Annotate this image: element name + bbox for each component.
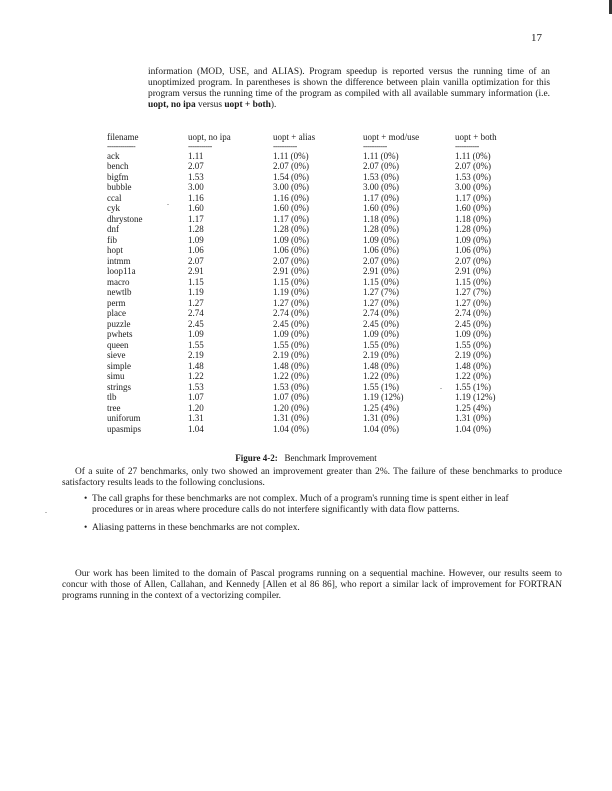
intro-text-3: ). [270,100,277,110]
cell-uopt-no-ipa: 1.15 [188,276,204,287]
cell-uopt-alias: 1.54 (0%) [273,171,309,182]
cell-uopt-mod-use: 1.06 (0%) [363,245,399,255]
cell-uopt-both: 2.07 (0%) [455,255,491,266]
cell-uopt-mod-use: 2.07 (0%) [363,161,399,171]
cell-filename: queen [107,339,129,350]
header-uopt-mod-use: uopt + mod/use [363,132,420,142]
cell-uopt-no-ipa: 1.19 [188,287,204,297]
cell-uopt-alias: 2.19 (0%) [273,350,309,360]
cell-uopt-alias: 2.07 (0%) [273,161,309,171]
table-row [107,277,535,288]
header-uopt-no-ipa: uopt, no ipa [188,132,231,142]
cell-filename: uniforum [107,413,141,423]
cell-uopt-both: 1.04 (0%) [455,423,491,434]
cell-filename: perm [107,297,126,308]
cell-uopt-alias: 2.45 (0%) [273,318,309,329]
table-row [107,172,535,183]
cell-uopt-alias: 1.11 (0%) [273,150,309,161]
cell-filename: simu [107,371,125,381]
cell-uopt-mod-use: 1.55 (0%) [363,339,399,350]
table-row [107,329,535,340]
separator: ----------- [363,141,387,151]
table-row [107,193,535,204]
cell-filename: bigfm [107,171,129,182]
intro-text-1: information (MOD, USE, and ALIAS). Program speedup is reported versus the running time of an unoptimized program. In parentheses is shown the difference between plain vanilla optimization for this program versus the running time of the program as compiled with all available summary information (i.e. [148,67,550,99]
cell-uopt-mod-use: 2.74 (0%) [363,308,399,318]
cell-filename: bubble [107,182,132,192]
cell-uopt-both: 2.74 (0%) [455,308,491,318]
intro-bold-2: uopt + both [224,100,271,110]
cell-uopt-mod-use: 1.19 (12%) [363,392,404,402]
cell-uopt-both: 2.91 (0%) [455,266,491,276]
cell-filename: simple [107,360,131,371]
table-row [107,361,535,372]
cell-uopt-both: 1.09 (0%) [455,234,491,245]
cell-uopt-no-ipa: 2.07 [188,161,204,171]
cell-uopt-both: 1.17 (0%) [455,192,491,203]
benchmark-table [107,132,535,434]
cell-uopt-no-ipa: 1.22 [188,371,204,381]
cell-filename: fib [107,234,117,245]
cell-filename: dhrystone [107,213,143,224]
table-row [107,287,535,298]
cell-filename: strings [107,381,132,392]
cell-uopt-no-ipa: 1.16 [188,192,204,203]
cell-uopt-alias: 1.31 (0%) [273,413,309,423]
table-row [107,403,535,414]
cell-uopt-both: 1.18 (0%) [455,213,491,224]
figure-label: Figure 4-2: [235,453,278,463]
cell-uopt-alias: 2.74 (0%) [273,308,309,318]
separator: ----------- [273,141,297,151]
cell-uopt-no-ipa: 1.55 [188,339,204,350]
cell-uopt-mod-use: 1.17 (0%) [363,192,399,203]
scan-speck [167,204,169,205]
intro-paragraph [148,67,550,111]
cell-uopt-no-ipa: 1.11 [188,150,204,161]
cell-filename: dnf [107,224,119,234]
cell-uopt-no-ipa: 3.00 [188,182,204,192]
cell-uopt-mod-use: 1.27 (7%) [363,287,399,297]
table-body [107,151,535,435]
separator: ----------- [455,141,479,151]
cell-uopt-alias: 1.48 (0%) [273,360,309,371]
cell-uopt-alias: 2.91 (0%) [273,266,309,276]
cell-uopt-no-ipa: 1.31 [188,413,204,423]
table-row [107,182,535,193]
cell-uopt-mod-use: 1.60 (0%) [363,203,399,213]
cell-uopt-mod-use: 2.45 (0%) [363,318,399,329]
conclusion-paragraph: Of a suite of 27 benchmarks, only two showed an improvement greater than 2%. The failure of these benchmarks to produce satisfactory results leads to the following conclusions. [62,467,562,488]
cell-uopt-both: 1.53 (0%) [455,171,491,182]
header-uopt-alias: uopt + alias [273,132,316,142]
cell-uopt-no-ipa: 1.53 [188,381,204,392]
cell-uopt-alias: 1.07 (0%) [273,392,309,402]
cell-uopt-mod-use: 1.27 (0%) [363,297,399,308]
cell-uopt-both: 1.15 (0%) [455,276,491,287]
table-row [107,350,535,361]
cell-uopt-no-ipa: 1.20 [188,402,204,413]
cell-uopt-mod-use: 1.25 (4%) [363,402,399,413]
table-row [107,382,535,393]
cell-uopt-both: 1.28 (0%) [455,224,491,234]
cell-uopt-both: 1.09 (0%) [455,329,491,339]
conclusion-list [84,494,524,541]
cell-uopt-mod-use: 1.22 (0%) [363,371,399,381]
cell-uopt-both: 2.07 (0%) [455,161,491,171]
cell-uopt-both: 1.19 (12%) [455,392,496,402]
cell-uopt-alias: 1.17 (0%) [273,213,309,224]
intro-bold-1: uopt, no ipa [148,100,196,110]
cell-uopt-mod-use: 1.09 (0%) [363,234,399,245]
cell-filename: bench [107,161,129,171]
related-work-paragraph: Our work has been limited to the domain of Pascal programs running on a sequential machine. However, our results seem to concur with those of Allen, Callahan, and Kennedy [Allen et al 86 86], who report a similar lack of improvement for FORTRAN programs running in the context of a vectorizing compiler. [62,569,562,601]
cell-uopt-mod-use: 1.28 (0%) [363,224,399,234]
figure-caption [0,453,612,463]
cell-uopt-both: 1.55 (1%) [455,381,491,392]
table-row [107,214,535,225]
cell-uopt-no-ipa: 1.07 [188,392,204,402]
cell-filename: cyk [107,203,120,213]
list-item: • Aliasing patterns in these benchmarks are not complex. [84,523,524,534]
table-row [107,392,535,403]
cell-uopt-mod-use: 1.31 (0%) [363,413,399,423]
table-row [107,371,535,382]
separator: ------------- [107,141,136,151]
cell-uopt-no-ipa: 2.91 [188,266,204,276]
table-row [107,266,535,277]
cell-uopt-both: 1.48 (0%) [455,360,491,371]
cell-uopt-no-ipa: 1.04 [188,423,204,434]
cell-uopt-alias: 2.07 (0%) [273,255,309,266]
cell-uopt-both: 1.22 (0%) [455,371,491,381]
table-row [107,203,535,214]
cell-uopt-mod-use: 2.91 (0%) [363,266,399,276]
cell-uopt-alias: 1.28 (0%) [273,224,309,234]
cell-filename: tlb [107,392,117,402]
cell-uopt-both: 1.11 (0%) [455,150,491,161]
cell-uopt-no-ipa: 2.19 [188,350,204,360]
cell-filename: pwhets [107,329,133,339]
cell-uopt-no-ipa: 1.48 [188,360,204,371]
cell-uopt-no-ipa: 2.45 [188,318,204,329]
separator: ----------- [188,141,212,151]
table-row [107,413,535,424]
table-header-row [107,132,535,143]
cell-uopt-both: 1.55 (0%) [455,339,491,350]
cell-uopt-both: 2.19 (0%) [455,350,491,360]
cell-filename: place [107,308,126,318]
cell-uopt-alias: 1.06 (0%) [273,245,309,255]
cell-uopt-no-ipa: 2.07 [188,255,204,266]
cell-uopt-alias: 1.19 (0%) [273,287,309,297]
cell-uopt-alias: 3.00 (0%) [273,182,309,192]
cell-uopt-alias: 1.15 (0%) [273,276,309,287]
table-row [107,151,535,162]
list-item: • The call graphs for these benchmarks are not complex. Much of a program's running time is spent either in leaf procedures or in areas where procedure calls do not interfere significantly with data flow patterns. [84,494,524,516]
cell-uopt-both: 1.27 (7%) [455,287,491,297]
cell-uopt-mod-use: 1.55 (1%) [363,381,399,392]
cell-uopt-mod-use: 2.19 (0%) [363,350,399,360]
cell-uopt-no-ipa: 1.27 [188,297,204,308]
cell-filename: newtlb [107,287,132,297]
scan-speck [440,388,442,389]
cell-uopt-no-ipa: 1.09 [188,234,204,245]
table-row [107,319,535,330]
table-row [107,308,535,319]
cell-uopt-no-ipa: 1.53 [188,171,204,182]
cell-uopt-no-ipa: 2.74 [188,308,204,318]
table-row [107,298,535,309]
table-row [107,424,535,435]
cell-uopt-alias: 1.55 (0%) [273,339,309,350]
cell-uopt-both: 3.00 (0%) [455,182,491,192]
cell-filename: intmm [107,255,131,266]
cell-uopt-alias: 1.60 (0%) [273,203,309,213]
cell-uopt-no-ipa: 1.06 [188,245,204,255]
cell-uopt-mod-use: 1.48 (0%) [363,360,399,371]
cell-uopt-alias: 1.09 (0%) [273,234,309,245]
cell-uopt-alias: 1.04 (0%) [273,423,309,434]
cell-filename: sieve [107,350,126,360]
header-filename: filename [107,132,139,142]
cell-filename: tree [107,402,121,413]
table-row [107,235,535,246]
cell-uopt-mod-use: 1.18 (0%) [363,213,399,224]
cell-uopt-alias: 1.09 (0%) [273,329,309,339]
cell-uopt-mod-use: 1.11 (0%) [363,150,399,161]
table-row [107,161,535,172]
cell-uopt-no-ipa: 1.60 [188,203,204,213]
cell-filename: loop11a [107,266,136,276]
figure-title: Benchmark Improvement [284,453,377,463]
cell-filename: puzzle [107,318,131,329]
cell-uopt-no-ipa: 1.17 [188,213,204,224]
cell-uopt-mod-use: 2.07 (0%) [363,255,399,266]
table-separator-row [107,143,535,151]
cell-uopt-alias: 1.27 (0%) [273,297,309,308]
cell-filename: ccal [107,192,122,203]
header-uopt-both: uopt + both [455,132,497,142]
cell-uopt-mod-use: 1.15 (0%) [363,276,399,287]
cell-uopt-both: 1.31 (0%) [455,413,491,423]
table-row [107,245,535,256]
cell-uopt-mod-use: 3.00 (0%) [363,182,399,192]
cell-uopt-alias: 1.53 (0%) [273,381,309,392]
cell-uopt-alias: 1.16 (0%) [273,192,309,203]
cell-filename: ack [107,150,120,161]
cell-uopt-both: 1.25 (4%) [455,402,491,413]
cell-uopt-both: 1.27 (0%) [455,297,491,308]
cell-uopt-mod-use: 1.09 (0%) [363,329,399,339]
cell-uopt-both: 2.45 (0%) [455,318,491,329]
cell-filename: hopt [107,245,124,255]
cell-uopt-no-ipa: 1.28 [188,224,204,234]
page-number: 17 [531,32,542,44]
cell-uopt-both: 1.06 (0%) [455,245,491,255]
cell-filename: macro [107,276,130,287]
table-row [107,224,535,235]
cell-uopt-mod-use: 1.53 (0%) [363,171,399,182]
cell-uopt-alias: 1.22 (0%) [273,371,309,381]
intro-text-2: versus [195,100,225,110]
scan-speck [45,512,47,513]
cell-uopt-alias: 1.20 (0%) [273,402,309,413]
cell-uopt-no-ipa: 1.09 [188,329,204,339]
table-row [107,340,535,351]
table-row [107,256,535,267]
cell-filename: upasmips [107,423,142,434]
cell-uopt-both: 1.60 (0%) [455,203,491,213]
cell-uopt-mod-use: 1.04 (0%) [363,423,399,434]
